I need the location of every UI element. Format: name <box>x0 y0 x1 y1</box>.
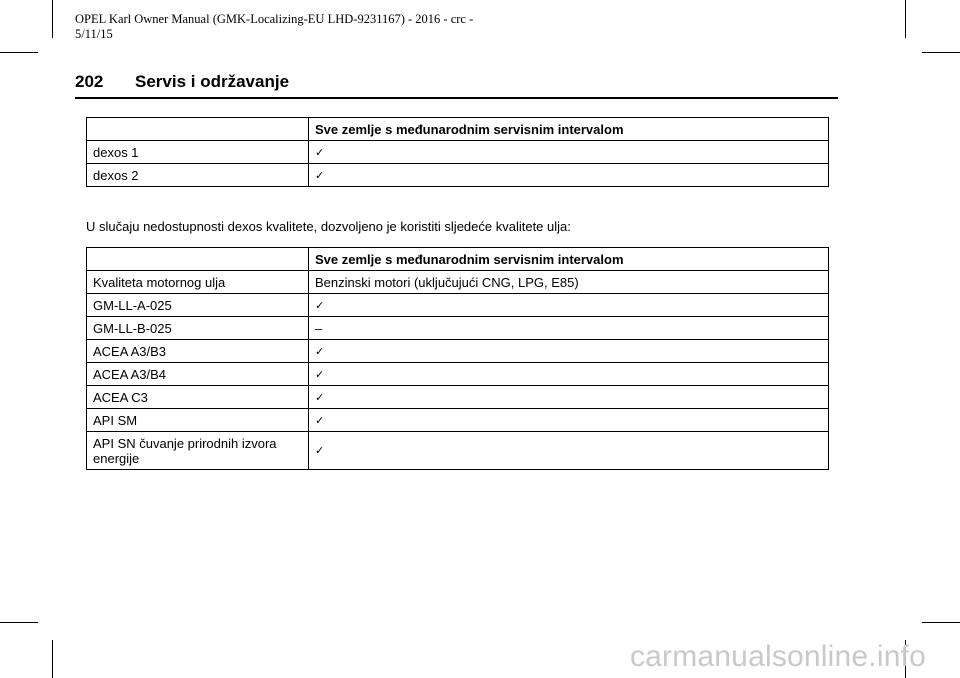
table-row <box>87 340 829 363</box>
crop-mark <box>0 52 38 53</box>
crop-mark <box>52 640 53 678</box>
table-cell: Kvaliteta motornog ulja <box>87 271 309 294</box>
checkmark-icon: ✓ <box>309 141 829 164</box>
table-header-cell <box>87 118 309 141</box>
table-row <box>87 294 829 317</box>
page-header <box>75 72 289 92</box>
checkmark-icon: ✓ <box>309 164 829 187</box>
table-row <box>87 432 829 470</box>
table-header-row <box>87 248 829 271</box>
table-row <box>87 141 829 164</box>
crop-mark <box>52 0 53 38</box>
table-row <box>87 386 829 409</box>
table-cell: GM-LL-B-025 <box>87 317 309 340</box>
running-header <box>75 12 635 42</box>
table-cell: Benzinski motori (uključujući CNG, LPG, E85) <box>309 271 829 294</box>
crop-mark <box>0 622 38 623</box>
section-title: Servis i održavanje <box>135 72 290 91</box>
checkmark-icon: ✓ <box>309 340 829 363</box>
table-cell: dexos 2 <box>87 164 309 187</box>
page-number: 202 <box>75 72 104 91</box>
crop-mark <box>922 52 960 53</box>
header-rule <box>75 97 838 99</box>
table-subheader-row <box>87 271 829 294</box>
table-header-cell <box>87 248 309 271</box>
body-paragraph: U slučaju nedostupnosti dexos kvalitete, dozvoljeno je koristiti sljedeće kvalitete ulja: <box>86 219 571 234</box>
table-header-row <box>87 118 829 141</box>
checkmark-icon: ✓ <box>309 386 829 409</box>
dexos-table <box>86 117 829 187</box>
checkmark-icon: ✓ <box>309 409 829 432</box>
running-header-line: OPEL Karl Owner Manual (GMK-Localizing-EU LHD-9231167) - 2016 - crc - <box>75 12 474 26</box>
table-row <box>87 317 829 340</box>
table-row <box>87 409 829 432</box>
table-cell: ACEA A3/B3 <box>87 340 309 363</box>
table-cell: GM-LL-A-025 <box>87 294 309 317</box>
running-header-date: 5/11/15 <box>75 27 113 41</box>
oil-quality-table <box>86 247 829 470</box>
table-cell: API SN čuvanje prirodnih izvora energije <box>87 432 309 470</box>
checkmark-icon: ✓ <box>309 294 829 317</box>
table-cell: ACEA C3 <box>87 386 309 409</box>
dash-icon: – <box>309 317 829 340</box>
table-cell: API SM <box>87 409 309 432</box>
table-row <box>87 363 829 386</box>
table-header-cell: Sve zemlje s međunarodnim servisnim intervalom <box>309 118 829 141</box>
table-row <box>87 164 829 187</box>
table-header-cell: Sve zemlje s međunarodnim servisnim intervalom <box>309 248 829 271</box>
table-cell: dexos 1 <box>87 141 309 164</box>
table-cell: ACEA A3/B4 <box>87 363 309 386</box>
checkmark-icon: ✓ <box>309 432 829 470</box>
watermark: carmanualsonline.info <box>629 640 926 673</box>
crop-mark <box>905 0 906 38</box>
crop-mark <box>922 622 960 623</box>
checkmark-icon: ✓ <box>309 363 829 386</box>
